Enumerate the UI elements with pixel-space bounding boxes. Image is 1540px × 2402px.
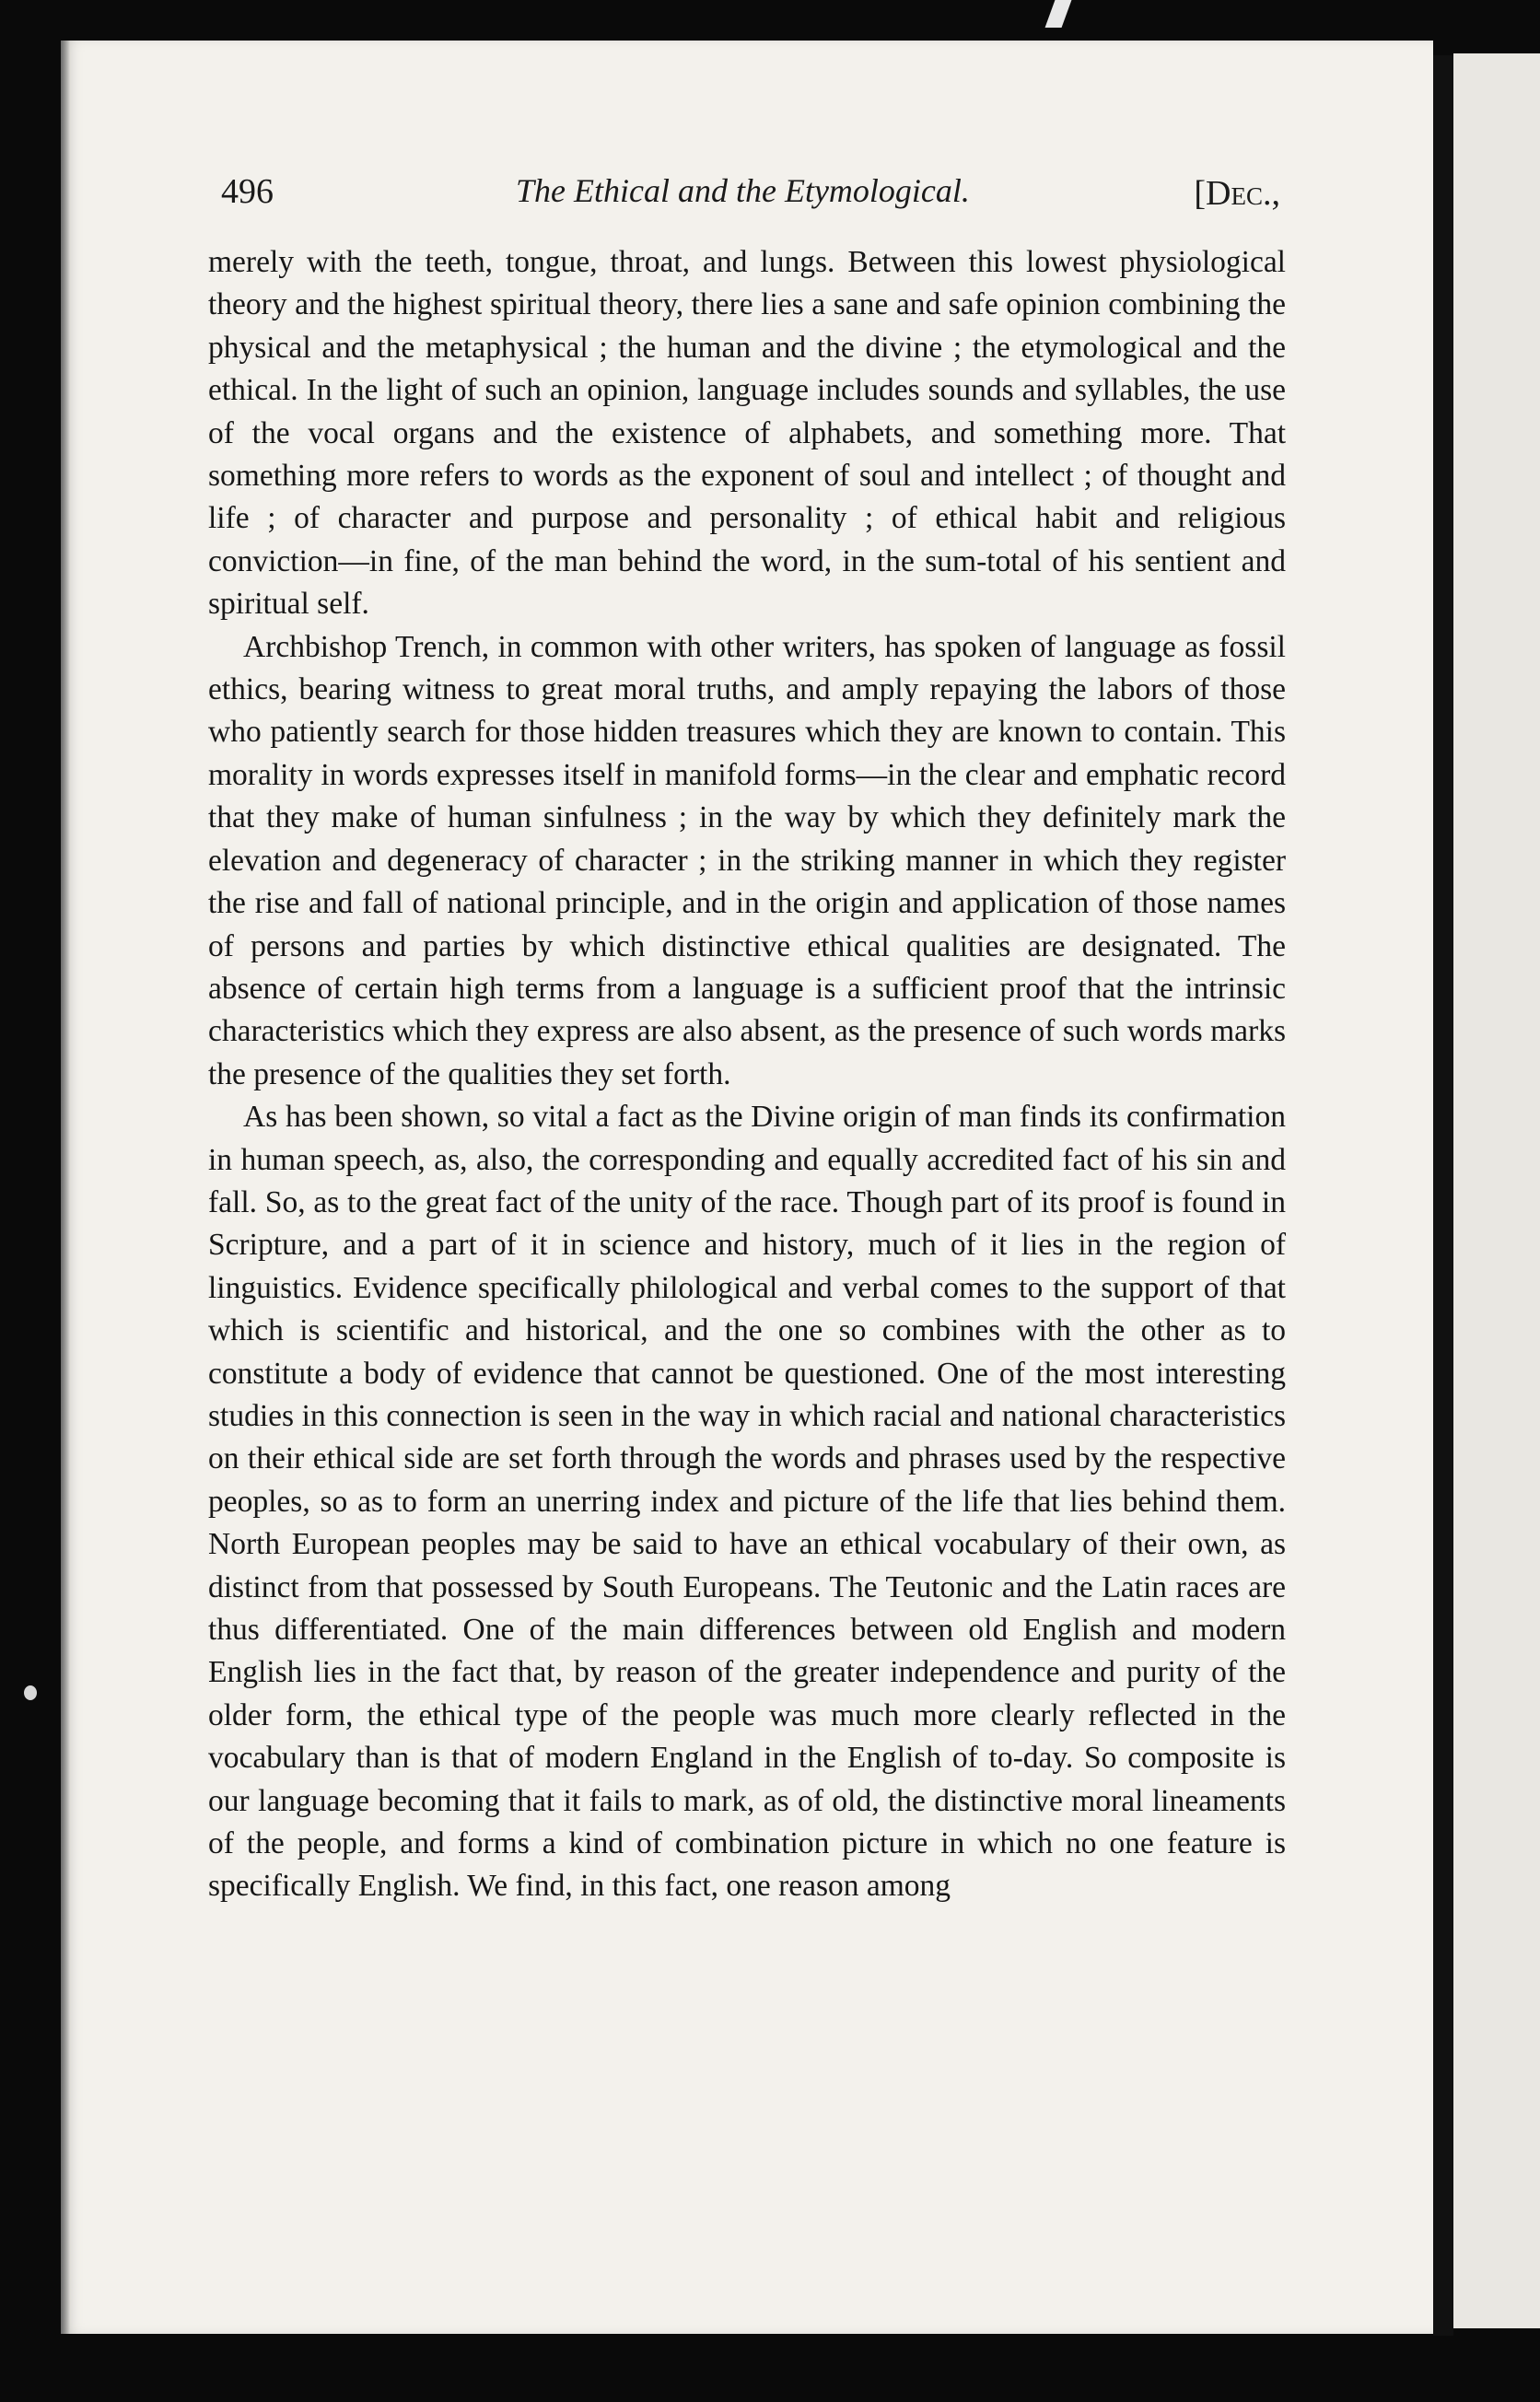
- paragraph-2: Archbishop Trench, in common with other writers, has spoken of language as fossil ethics, bearing witness to great moral truths, and amply repaying the labors of those who patiently search for those hidden treasures which they are known to contain. This morality in words expresses itself in manifold forms—in the clear and emphatic record that they make of human sinfulness ; in the way by which they definitely mark the elevation and degeneracy of character ; in the striking manner in which they register the rise and fall of national principle, and in the origin and application of those names of persons and parties by which distinctive ethical qualities are designated. The absence of certain high terms from a language is a sufficient proof that the intrinsic characteristics which they express are also absent, as the presence of such words marks the presence of the qualities they set forth.: [208, 629, 1286, 1091]
- page-shadow-edge: [1433, 55, 1453, 2336]
- adjacent-page-edge: [1453, 53, 1540, 2328]
- running-head: [221, 168, 1280, 223]
- paragraph-3: As has been shown, so vital a fact as the Divine origin of man finds its confirmation in human speech, as, also, the corresponding and equally accredited fact of his sin and fall. So, as to the great fact of the unity of the race. Though part of its proof is found in Scripture, and a part of it in science and history, much of it lies in the region of linguistics. Evidence specifically philological and verbal comes to the support of that which is scientific and historical, and the one so combines with the other as to constitute a body of evidence that cannot be questioned. One of the most interesting studies in this connection is seen in the way in which racial and national characteristics on their ethical side are set forth through the words and phrases used by the respective peoples, so as to form an unerring index and picture of the life that lies behind them. North European peoples may be said to have an ethical vocabulary of their own, as distinct from that possessed by South Europeans. The Teutonic and the Latin races are thus differentiated. One of the main differences between old English and modern English lies in the fact that, by reason of the greater independence and purity of the older form, the ethical type of the people was much more clearly reflected in the vocabulary than is that of modern England in the English of to-day. So composite is our language becoming that it fails to mark, as of old, the distinctive moral lineaments of the people, and forms a kind of combination picture in which no one feature is specifically English. We find, in this fact, one reason among: [208, 1100, 1286, 1904]
- page-number: 496: [221, 172, 274, 211]
- body-text: [208, 241, 1286, 1908]
- scan-artifact: [24, 1685, 37, 1700]
- running-title: The Ethical and the Etymological.: [516, 172, 970, 209]
- paragraph-1: merely with the teeth, tongue, throat, and lungs. Between this lowest physiological theory and the highest spiritual theory, there lies a sane and safe opinion combining the physical and the metaphysical ; the human and the divine ; the etymological and the ethical. In the light of such an opinion, language includes sounds and syllables, the use of the vocal organs and the existence of alphabets, and something more. That something more refers to words as the exponent of soul and intellect ; of thought and life ; of character and purpose and personality ; of ethical habit and religious conviction—in fine, of the man behind the word, in the sum-total of his sentient and spiritual self.: [208, 245, 1286, 622]
- page-gutter: [61, 41, 70, 2334]
- running-date: [Dec.,: [1194, 174, 1280, 213]
